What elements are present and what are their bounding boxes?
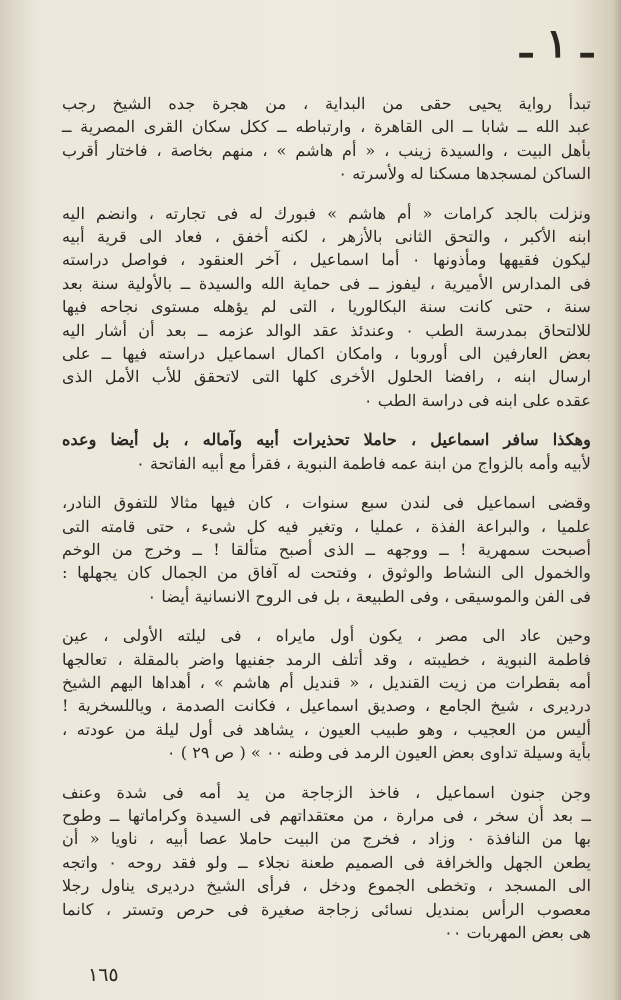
text-line: أصبحت سمهرية ! ــ ووجهه ــ الذى أصبح متألقا ! ــ وخرج من الوخم	[62, 539, 591, 559]
text-line: هى بعض المهربات ٠٠	[444, 923, 591, 942]
paragraph	[62, 491, 591, 608]
paragraph	[62, 202, 591, 413]
text-line: ليكون فقيهها ومأذونها ٠ أما اسماعيل ، آخر العنقود ، فواصل دراسته	[62, 250, 591, 270]
paragraph	[62, 428, 591, 475]
text-line: فى الفن والموسيقى ، وفى الطبيعة ، بل فى الروح الانسانية أيضا ٠	[147, 586, 591, 606]
text-line: معصوب الرأس بمنديل نسائى زجاجة صغيرة فى حرص وتستر ، كانما	[62, 899, 591, 919]
paragraph	[62, 624, 591, 764]
text-line: وجن جنون اسماعيل ، فاخذ الزجاجة من يد أمه فى شدة وعنف	[62, 782, 591, 802]
text-line: بأهل البيت ، والسيدة زينب ، « أم هاشم » ، منهم بخاصة ، فاختار أقرب	[62, 140, 591, 160]
text-line: بأية وسيلة تداوى بعض العيون الرمد فى وطنه ٠٠ » ( ص ٢٩ ) ٠	[166, 743, 591, 763]
paragraph	[62, 781, 591, 945]
text-line: فاطمة النبوية ، خطيبته ، وقد أتلف الرمد جفنيها واضر بالمقلة ، تعالجها	[62, 649, 591, 669]
page-number: ١٦٥	[88, 964, 119, 986]
text-line: الساكن لمسجدها مسكنا له ولأسرته ٠	[338, 164, 591, 184]
text-line: أليس من العجيب ، وهو طبيب العيون ، يشاهد فى أول ليلة من عودته ،	[62, 719, 591, 739]
text-line: للالتحاق بمدرسة الطب ٠ وعندئذ عقد الوالد عزمه ــ بعد أن أشار اليه	[62, 320, 591, 340]
text-line: الى المسجد ، وتخطى الجموع ودخل ، فرأى الشيخ درديرى يناول رجلا	[62, 876, 591, 896]
text-line: فى المدارس الأميرية ، ليفوز ــ فى حماية الله والسيدة ــ بالأولية سنة بعد	[62, 273, 591, 293]
text-line: درديرى ، شيخ الجامع ، وصديق اسماعيل ، فكانت الصدمة ، وياللسخرية !	[62, 696, 591, 716]
text-line: تبدأ رواية يحيى حقى من البداية ، من هجرة جده الشيخ رجب	[62, 94, 591, 113]
text-line: ونزلت بالجد كرامات « أم هاشم » فبورك له فى تجارته ، وانضم اليه	[62, 203, 591, 223]
text-line: عقده على ابنه فى دراسة الطب ٠	[363, 390, 591, 410]
text-line: علميا ، والبراعة الفذة ، عمليا ، وتغير فيه كل شىء ، حتى قامته التى	[62, 516, 591, 536]
page-spine-shadow	[613, 0, 621, 1000]
bleed-through-text	[120, 6, 500, 40]
chapter-marker: ـ ١ ـ	[520, 20, 593, 67]
text-line: لأبيه وأمه بالزواج من ابنة عمه فاطمة النبوية ، فقرأ مع أبيه الفاتحة ٠	[136, 453, 591, 473]
text-line: ابنه الأكبر ، والتحق الثانى بالأزهر ، لكنه أخفق ، فعاد الى قرية أبيه	[62, 227, 591, 247]
text-line: والخمول الى النشاط والوثوق ، وفتحت له آفاق من الجمال كان يجهلها :	[62, 563, 591, 583]
text-line: وحين عاد الى مصر ، يكون أول مايراه ، فى ليلته الأولى ، عين	[62, 626, 591, 646]
text-line: وقضى اسماعيل فى لندن سبع سنوات ، كان فيها مثالا للتفوق النادر،	[62, 493, 591, 513]
text-line: يطعن الجهل والخرافة فى الصميم طعنة نجلاء ــ ولو فقد روحه ٠ واتجه	[62, 852, 591, 872]
text-line: بها من النافذة ٠ وزاد ، فخرج من البيت حاملا عصا أبيه ، ناويا « أن	[62, 829, 591, 849]
text-line: ارسال ابنه ، رافضا الحلول الأخرى كلها التى لاتحقق للأب الأمل الذى	[62, 367, 591, 387]
text-line: عبد الله ــ شابا ــ الى القاهرة ، وارتباطه ــ ككل سكان القرى المصرية ــ	[62, 117, 591, 137]
text-line: سنة ، حتى كانت سنة البكالوريا ، التى لم يؤهله مستوى نجاحه فيها	[62, 297, 591, 317]
text-line: وهكذا سافر اسماعيل ، حاملا تحذيرات أبيه وآماله ، بل أيضا وعده	[62, 430, 591, 450]
text-line: بعض العارفين الى أوروبا ، وامكان اكمال اسماعيل دراسته فيها ــ على	[62, 344, 591, 364]
page-body	[62, 92, 591, 960]
text-line: ــ بعد أن سخر ، فى مرارة ، من معتقداتهم فى السيدة وكراماتها ــ وطوح	[62, 805, 591, 825]
paragraph	[62, 92, 591, 186]
text-line: أمه بقطرات من زيت القنديل ، « قنديل أم هاشم » ، أهداها اليهم الشيخ	[62, 672, 591, 692]
